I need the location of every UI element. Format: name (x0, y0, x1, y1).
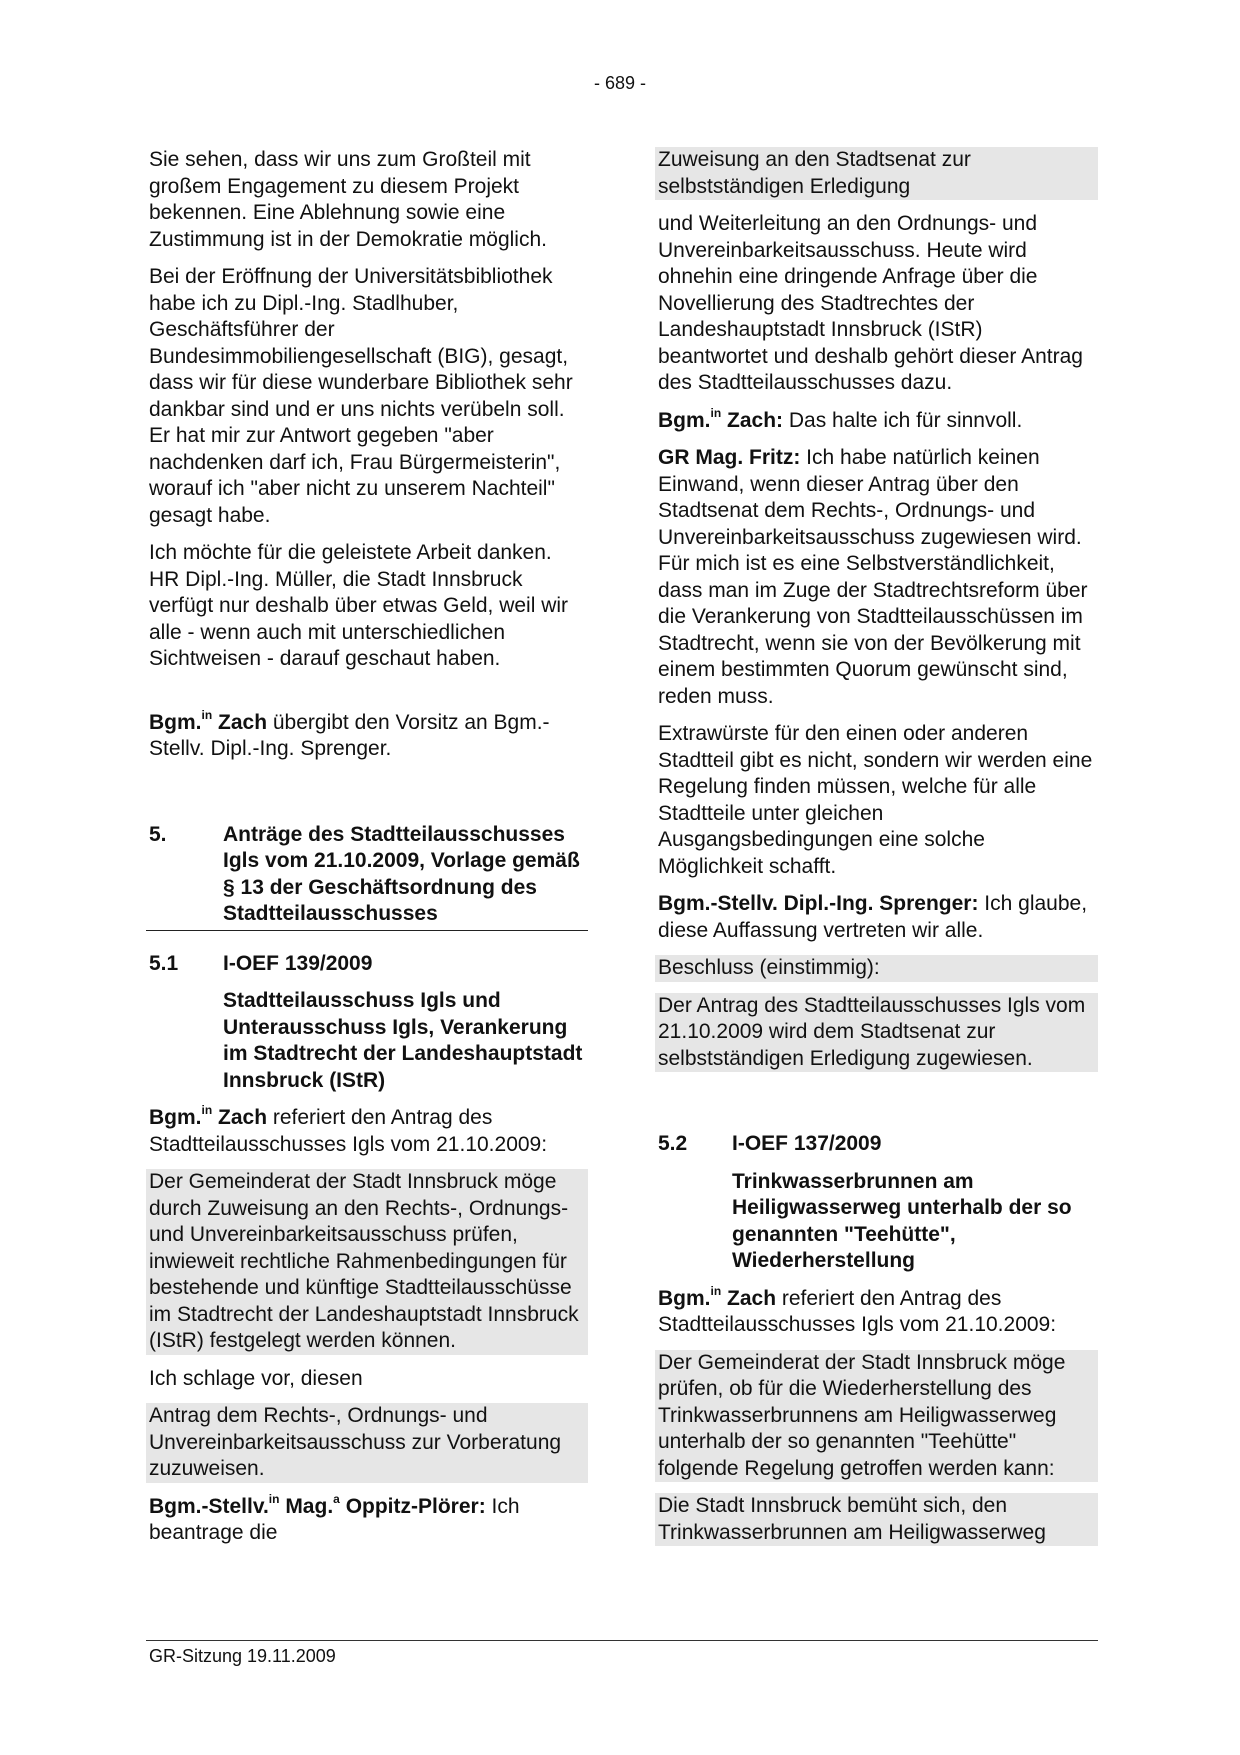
resolution-label: Beschluss (einstimmig): (655, 955, 1098, 982)
item-number: 5. (149, 822, 167, 846)
item-subtitle: Stadtteilausschuss Igls und Unterausschuss Igls, Verankerung im Stadtrecht der Landeshauptstadt Innsbruck (IStR) (223, 989, 583, 1092)
motion-text: Der Gemeinderat der Stadt Innsbruck möge durch Zuweisung an den Rechts-, Ordnungs- und Unvereinbarkeitsausschuss prüfen, inwieweit rechtliche Rahmenbedingungen für bestehende und künftige Stadtteilausschüsse im Stadtrecht der Landeshauptstadt Innsbruck (IStR) festgelegt werden können. (146, 1169, 588, 1355)
item-title: Anträge des Stadtteilausschusses Igls vom 21.10.2009, Vorlage gemäß § 13 der Geschäftsordnung des Stadtteilausschusses (223, 822, 580, 925)
paragraph: Extrawürste für den einen oder anderen Stadtteil gibt es nicht, sondern wir werden eine Regelung finden müssen, welche für alle Stadtteile unter gleichen Ausgangsbedingungen eine solche Möglichkeit schafft. (658, 722, 1093, 878)
agenda-item-5-2 (655, 1131, 1098, 1158)
agenda-item-5 (146, 822, 588, 931)
motion-text: Die Stadt Innsbruck bemüht sich, den Trinkwasserbrunnen am Heiligwasserweg (655, 1493, 1098, 1546)
footer-divider (146, 1640, 1098, 1641)
paragraph: GR Mag. Fritz: Ich habe natürlich keinen Einwand, wenn dieser Antrag über den Stadtsenat dem Rechts-, Ordnungs- und Unvereinbarkeitsausschuss zugewiesen wird. Für mich ist es eine Selbstverständlichkeit, dass man im Zuge der Stadtrechtsreform über die Verankerung von Stadtteilausschüssen im Stadtrecht, wenn sie von der Bevölkerung mit einem bestimmten Quorum gewünscht sind, reden muss. (658, 446, 1088, 708)
paragraph: Ich möchte für die geleistete Arbeit danken. HR Dipl.-Ing. Müller, die Stadt Innsbruck verfügt nur deshalb über etwas Geld, weil wir alle - wenn auch mit unterschiedlichen Sichtweisen - darauf geschaut haben. (149, 541, 569, 670)
item-number: 5.2 (658, 1132, 688, 1155)
speaker-label: Bgm. (149, 710, 202, 734)
chair-handover-paragraph: Bgm.$^{in}$ Zach übergibt den Vorsitz an Bgm.-Stellv. Dipl.-Ing. Sprenger. (149, 707, 550, 760)
paragraph: Sie sehen, dass wir uns zum Großteil mit großem Engagement zu diesem Projekt bekennen. Eine Ablehnung sowie eine Zustimmung ist in der Demokratie möglich. (149, 148, 547, 251)
page-number: - 689 - (593, 73, 647, 93)
motion-text: Zuweisung an den Stadtsenat zur selbstständigen Erledigung (655, 147, 1098, 200)
paragraph: Bei der Eröffnung der Universitätsbibliothek habe ich zu Dipl.-Ing. Stadlhuber, Geschäftsführer der Bundesimmobiliengesellschaft (BIG), gesagt, dass wir für diese wunderbare Bibliothek sehr dankbar sind und er uns nichts verübeln soll. Er hat mir zur Antwort gegeben "aber nachdenken darf ich, Frau Bürgermeisterin", worauf ich "aber nicht zu unserem Nachteil" gesagt habe. (149, 265, 573, 527)
agenda-item-5-1 (146, 951, 588, 978)
paragraph: Bgm.-Stellv. Dipl.-Ing. Sprenger: Ich glaube, diese Auffassung vertreten wir alle. (658, 892, 1088, 942)
paragraph: Bgm.$^{in}$ Zach referiert den Antrag des Stadtteilausschusses Igls vom 21.10.2009: (658, 1283, 1057, 1336)
right-column (655, 147, 1098, 1557)
motion-text: Antrag dem Rechts-, Ordnungs- und Unvereinbarkeitsausschuss zur Vorberatung zuzuweisen. (146, 1403, 588, 1483)
item-number: 5.1 (149, 951, 179, 975)
paragraph: und Weiterleitung an den Ordnungs- und Unvereinbarkeitsausschuss. Heute wird ohnehin eine dringende Anfrage über die Novellierung des Stadtrechtes der Landeshauptstadt Innsbruck (IStR) beantwortet und deshalb gehört dieser Antrag des Stadtteilausschusses dazu. (658, 212, 1083, 394)
paragraph: Bgm.-Stellv.$^{in}$ Mag.$^a$ Oppitz-Plörer: Ich beantrage die (149, 1491, 520, 1544)
paragraph: Ich schlage vor, diesen (149, 1366, 363, 1390)
paragraph: Bgm.$^{in}$ Zach referiert den Antrag des Stadtteilausschusses Igls vom 21.10.2009: (149, 1103, 548, 1156)
speaker-name: Zach (218, 710, 268, 734)
footer: GR-Sitzung 19.11.2009 (149, 1646, 336, 1666)
item-subtitle: Trinkwasserbrunnen am Heiligwasserweg unterhalb der so genannten "Teehütte", Wiederherstellung (732, 1169, 1072, 1272)
item-code: I-OEF 137/2009 (732, 1132, 882, 1155)
resolution-text: Der Antrag des Stadtteilausschusses Igls vom 21.10.2009 wird dem Stadtsenat zur selbstständigen Erledigung zugewiesen. (655, 993, 1098, 1073)
paragraph: Bgm.$^{in}$ Zach: Das halte ich für sinnvoll. (658, 405, 1023, 432)
left-column (146, 147, 588, 1558)
item-code: I-OEF 139/2009 (223, 951, 373, 975)
motion-text: Der Gemeinderat der Stadt Innsbruck möge prüfen, ob für die Wiederherstellung des Trinkwasserbrunnens am Heiligwasserweg unterhalb der so genannten "Teehütte" folgende Regelung getroffen werden kann: (655, 1350, 1098, 1483)
